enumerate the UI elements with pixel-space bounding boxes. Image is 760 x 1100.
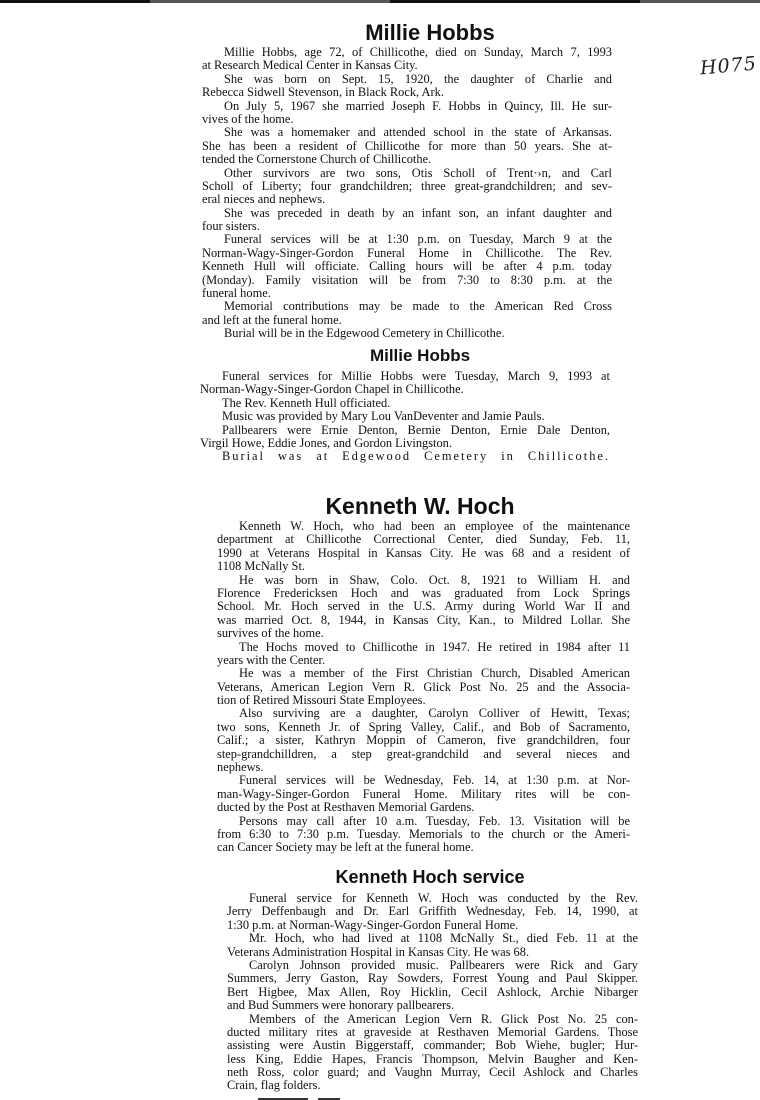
text-line: Florence Fredericksen Hoch and was graduated from Lock Springs	[217, 585, 630, 600]
text-line: She was a homemaker and attended school in the state of Arkansas.	[224, 125, 612, 140]
text-line: Music was provided by Mary Lou VanDeventer and Jamie Pauls.	[222, 409, 545, 424]
text-line: She was born on Sept. 15, 1920, the daughter of Charlie and	[224, 71, 612, 86]
text-line: at Research Medical Center in Kansas City.	[202, 58, 418, 73]
text-line: He was born in Shaw, Colo. Oct. 8, 1921 to William H. and	[239, 572, 630, 587]
text-line: neth Ross, color guard; and Vaughn Murray, Cecil Ashlock and Charles	[227, 1065, 638, 1080]
text-line: 1108 McNally St.	[217, 559, 305, 574]
scan-top-border	[0, 0, 760, 3]
text-line: Also surviving are a daughter, Carolyn Colliver of Hewitt, Texas;	[239, 706, 630, 721]
text-line: Funeral services for Millie Hobbs were Tuesday, March 9, 1993 at	[222, 369, 610, 383]
text-line: vives of the home.	[202, 111, 294, 126]
text-line: ducted by the Post at Resthaven Memorial Gardens.	[217, 800, 475, 815]
text-line: Veterans, American Legion Vern R. Glick Post No. 25 and the Associa-	[217, 679, 630, 694]
headline: Millie Hobbs	[369, 346, 471, 365]
text-line: School. Mr. Hoch served in the U.S. Army during World War II and	[217, 599, 630, 614]
text-line: (Monday). Family visitation will be from 7:30 to 8:30 p.m. at the	[202, 272, 612, 287]
text-line: Rebecca Sidwell Stevenson, in Black Rock, Ark.	[202, 85, 444, 100]
text-line: years with the Center.	[217, 652, 326, 667]
text-line: She was preceded in death by an infant son, an infant daughter and	[224, 205, 612, 220]
text-line: He was a member of the First Christian Church, Disabled American	[239, 666, 630, 681]
text-line: ducted military rites at graveside at Resthaven Memorial Gardens. Those	[227, 1024, 638, 1039]
text-line: 1990 at Veterans Hospital in Kansas City. He was 68 and a resident of	[217, 545, 630, 560]
text-line: four sisters.	[202, 219, 260, 234]
text-line: Calif.; a sister, Kathryn Moppin of Cameron, five grandchildren, four	[217, 733, 630, 748]
text-line: less King, Eddie Hapes, Francis Thompson, Melvin Baugher and Ken-	[227, 1051, 638, 1066]
obituary-body	[217, 520, 630, 855]
notice-body	[227, 892, 638, 1093]
text-line: from 6:30 to 7:30 p.m. Tuesday. Memorials to the church or the Ameri-	[217, 826, 630, 841]
text-line: Members of the American Legion Vern R. Glick Post No. 25 con-	[249, 1011, 638, 1026]
text-line: Summers, Jerry Gaston, Ray Sowders, Forrest Young and Paul Skipper.	[227, 971, 638, 986]
text-line: The Rev. Kenneth Hull officiated.	[222, 395, 391, 410]
text-line: Norman-Wagy-Singer-Gordon Funeral Home in Chillicothe. The Rev.	[202, 245, 612, 260]
text-line: Veterans Administration Hospital in Kansas City. He was 68.	[227, 944, 530, 959]
text-line: Virgil Howe, Eddie Jones, and Gordon Livingston.	[200, 435, 452, 450]
text-line: Bert Higbee, Max Allen, Roy Hicklin, Cecil Ashlock, Archie Nibarger	[227, 984, 638, 999]
text-line: She has been a resident of Chillicothe for more than 50 years. She at-	[202, 138, 612, 153]
handwritten-margin-note: H075	[699, 52, 758, 80]
text-line: Mr. Hoch, who had lived at 1108 McNally St., died Feb. 11 at the	[249, 931, 638, 946]
text-line: Burial will be in the Edgewood Cemetery in Chillicothe.	[224, 326, 505, 341]
text-line: On July 5, 1967 she married Joseph F. Hobbs in Quincy, Ill. He sur-	[224, 98, 612, 113]
text-line: and Bud Summers were honorary pallbearers.	[227, 998, 455, 1013]
text-line: eral nieces and nephews.	[202, 192, 326, 207]
headline: Millie Hobbs	[365, 20, 495, 45]
text-line: nephews.	[217, 760, 264, 775]
text-line: Funeral services will be Wednesday, Feb. 14, at 1:30 p.m. at Nor-	[239, 773, 630, 788]
headline: Kenneth Hoch service	[335, 867, 525, 887]
text-line: Millie Hobbs, age 72, of Chillicothe, died on Sunday, March 7, 1993	[224, 45, 612, 59]
text-line: 1:30 p.m. at Norman-Wagy-Singer-Gordon Funeral Home.	[227, 917, 519, 932]
text-line: Pallbearers were Ernie Denton, Bernie Denton, Ernie Dale Denton,	[222, 422, 610, 437]
text-line: Memorial contributions may be made to the American Red Cross	[224, 299, 612, 314]
text-line: Burial was at Edgewood Cemetery in Chillicothe.	[222, 449, 610, 464]
text-line: two sons, Kenneth Jr. of Spring Valley, Calif., and Bob of Sacramento,	[217, 719, 630, 734]
text-line: Norman-Wagy-Singer-Gordon Chapel in Chillicothe.	[200, 382, 464, 397]
text-line: was married Oct. 8, 1944, in Kansas City, Kan., to Mildred Lollar. She	[217, 612, 630, 627]
text-line: funeral home.	[202, 286, 271, 301]
text-line: Persons may call after 10 a.m. Tuesday, Feb. 13. Visitation will be	[239, 813, 630, 828]
text-line: Funeral service for Kenneth W. Hoch was conducted by the Rev.	[249, 891, 638, 905]
text-line: assisting were Austin Biggerstaff, commander; Bob Wiehe, bugler; Hur-	[227, 1038, 638, 1053]
text-line: and left at the funeral home.	[202, 312, 342, 327]
text-line: tion of Retired Missouri State Employees.	[217, 693, 426, 708]
text-line: Carolyn Johnson provided music. Pallbearers were Rick and Gary	[249, 957, 638, 972]
text-line: Kenneth W. Hoch, who had been an employee of the maintenance	[239, 519, 630, 533]
text-line: Scholl of Liberty; four grandchildren; three great-grandchildren; and sev-	[202, 178, 612, 193]
text-line: Kenneth Hull will officiate. Calling hours will be after 4 p.m. today	[202, 259, 612, 274]
text-line: man-Wagy-Singer-Gordon Funeral Home. Military rites will be con-	[217, 786, 630, 801]
notice-body	[200, 370, 610, 464]
text-line: The Hochs moved to Chillicothe in 1947. He retired in 1984 after 11	[239, 639, 630, 654]
text-line: Jerry Deffenbaugh and Dr. Earl Griffith Wednesday, Feb. 14, 1990, at	[227, 904, 638, 919]
obituary-body	[202, 46, 612, 341]
text-line: tended the Cornerstone Church of Chillicothe.	[202, 152, 432, 167]
text-line: Funeral services will be at 1:30 p.m. on Tuesday, March 9 at the	[224, 232, 612, 247]
text-line: department at Chillicothe Correctional Center, died Sunday, Feb. 11,	[217, 532, 630, 547]
text-line: Other survivors are two sons, Otis Scholl of Trent·›n, and Carl	[224, 165, 612, 180]
text-line: step-grandchilldren, a step great-grandchild and several nieces and	[217, 746, 630, 761]
text-line: can Cancer Society may be left at the funeral home.	[217, 840, 474, 855]
headline: Kenneth W. Hoch	[325, 493, 515, 519]
text-line: Crain, flag folders.	[227, 1078, 321, 1093]
text-line: survives of the home.	[217, 626, 324, 641]
